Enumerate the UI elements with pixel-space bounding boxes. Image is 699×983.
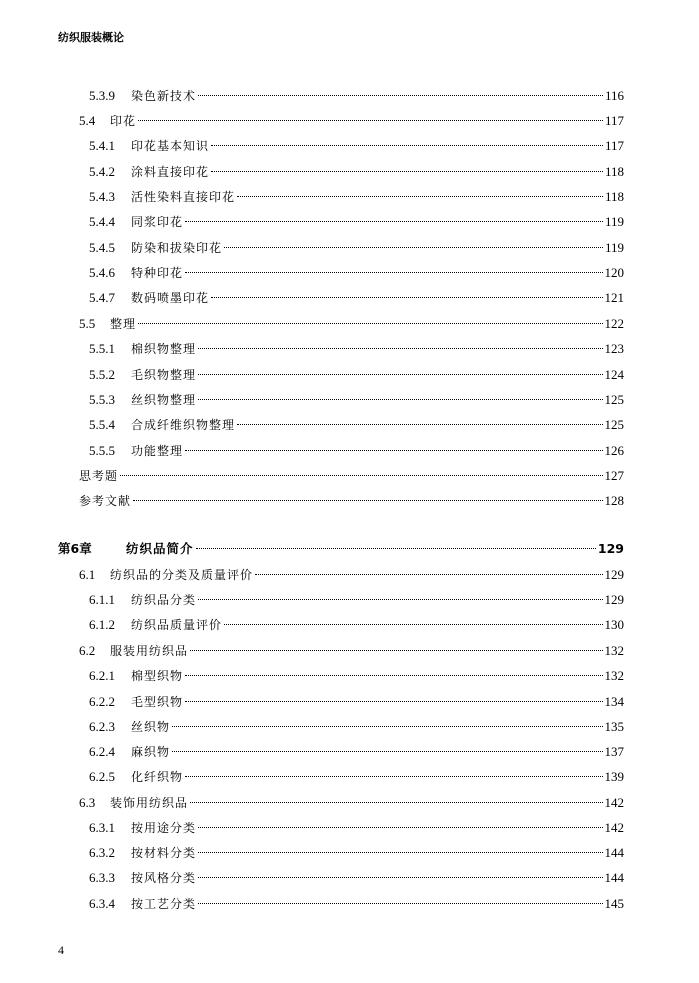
toc-entry-page: 127 [604,468,624,483]
toc-entry-page: 125 [604,392,624,407]
toc-entry[interactable] [58,538,624,560]
toc-entry-number: 5.4.4 [89,214,115,229]
toc-entry-page: 117 [604,138,624,153]
toc-entry-page: 120 [604,265,624,280]
toc-entry-number: 5.3.9 [89,88,115,103]
toc-entry-number: 6.3 [79,795,96,810]
toc-entry-number: 5.5.3 [89,392,115,407]
toc-entry-page: 137 [604,744,624,759]
dot-leader [255,574,602,575]
toc-entry[interactable] [89,766,624,788]
toc-entry[interactable] [89,665,624,687]
toc-entry-title: 丝织物 [131,720,171,734]
toc-entry-page: 142 [604,820,624,835]
toc-entry-page: 126 [604,443,624,458]
toc-entry-title: 数码喷墨印花 [131,291,210,305]
toc-entry-title: 棉型织物 [131,669,184,683]
toc-entry-title: 毛型织物 [131,695,184,709]
toc-entry-number: 5.4.1 [89,138,115,153]
toc-entry[interactable] [79,792,624,814]
toc-entry[interactable] [89,287,624,309]
toc-entry-page: 132 [604,668,624,683]
toc-entry-page: 142 [604,795,624,810]
toc-entry-title: 活性染料直接印花 [131,190,236,204]
dot-leader [172,751,602,752]
toc-entry-number: 6.2 [79,643,96,658]
toc-entry-number: 5.5.2 [89,367,115,382]
dot-leader [138,120,603,121]
dot-leader [211,145,603,146]
toc-entry-title: 防染和拔染印花 [131,241,223,255]
toc-entry[interactable] [89,817,624,839]
toc-entry-page: 129 [604,592,624,607]
toc-entry-title: 化纤织物 [131,770,184,784]
dot-leader [185,701,602,702]
toc-entry-title: 印花 [110,114,137,128]
toc-entry-number: 5.4.6 [89,265,115,280]
toc-entry-number: 6.1.1 [89,592,115,607]
toc-entry-page: 135 [604,719,624,734]
toc-entry-title: 按工艺分类 [131,897,197,911]
toc-entry-number: 6.3.1 [89,820,115,835]
toc-entry[interactable] [89,589,624,611]
toc-entry-number: 第6章 [58,541,92,556]
toc-entry-title: 麻织物 [131,745,171,759]
dot-leader [138,323,602,324]
dot-leader [133,500,602,501]
toc-entry[interactable] [89,161,624,183]
dot-leader [190,802,602,803]
toc-entry-page: 129 [604,567,624,582]
dot-leader [185,450,602,451]
toc-entry[interactable] [89,414,624,436]
toc-entry[interactable] [89,893,624,915]
toc-entry[interactable] [89,262,624,284]
toc-entry-page: 118 [604,164,624,179]
toc-entry-number: 5.5.1 [89,341,115,356]
toc-entry-title: 合成纤维织物整理 [131,418,236,432]
toc-entry[interactable] [79,640,624,662]
dot-leader [237,196,603,197]
toc-entry[interactable] [89,389,624,411]
toc-entry[interactable] [79,465,624,487]
toc-entry[interactable] [89,237,624,259]
toc-entry-page: 125 [604,417,624,432]
toc-entry-page: 134 [604,694,624,709]
toc-entry-title: 同浆印花 [131,215,184,229]
dot-leader [198,95,603,96]
toc-entry-title: 纺织品分类 [131,593,197,607]
toc-entry-page: 123 [604,341,624,356]
toc-entry[interactable] [89,440,624,462]
toc-entry-number: 5.4.5 [89,240,115,255]
toc-entry-title: 思考题 [79,469,119,483]
toc-entry-title: 特种印花 [131,266,184,280]
dot-leader [211,171,603,172]
toc-entry-title: 按风格分类 [131,871,197,885]
toc-entry[interactable] [79,110,624,132]
running-header: 纺织服装概论 [58,31,124,44]
dot-leader [224,247,603,248]
toc-entry-number: 6.3.4 [89,896,115,911]
dot-leader [120,475,602,476]
toc-entry-page: 129 [597,541,624,556]
toc-entry-title: 功能整理 [131,444,184,458]
dot-leader [185,776,602,777]
toc-entry-title: 按用途分类 [131,821,197,835]
dot-leader [198,374,602,375]
toc-entry-number: 5.5 [79,316,96,331]
toc-entry-number: 6.2.1 [89,668,115,683]
toc-entry-page: 145 [604,896,624,911]
toc-entry-number: 6.1.2 [89,617,115,632]
toc-entry[interactable] [89,364,624,386]
toc-entry-page: 132 [604,643,624,658]
dot-leader [172,726,602,727]
dot-leader [185,675,602,676]
toc-entry-number: 6.2.5 [89,769,115,784]
toc-entry-title: 参考文献 [79,494,132,508]
dot-leader [190,650,602,651]
toc-entry[interactable] [89,716,624,738]
toc-entry-page: 144 [604,845,624,860]
dot-leader [185,221,603,222]
toc-entry-title: 染色新技术 [131,89,197,103]
toc-entry-title: 涂料直接印花 [131,165,210,179]
toc-entry[interactable] [89,614,624,636]
toc-entry[interactable] [89,211,624,233]
toc-entry-title: 整理 [110,317,137,331]
toc-entry-page: 130 [604,617,624,632]
toc-entry-number: 6.3.2 [89,845,115,860]
dot-leader [198,903,602,904]
toc-entry-title: 纺织品质量评价 [131,618,223,632]
toc-entry-number: 6.2.4 [89,744,115,759]
dot-leader [198,348,602,349]
toc-entry-page: 144 [604,870,624,885]
toc-entry-page: 124 [604,367,624,382]
dot-leader [198,599,602,600]
toc-entry-page: 117 [604,113,624,128]
toc-entry-page: 121 [604,290,624,305]
dot-leader [198,827,602,828]
toc-entry-page: 119 [604,214,624,229]
toc-entry-title: 服装用纺织品 [110,644,189,658]
toc-entry-title: 纺织品简介 [126,541,194,556]
toc-entry-number: 5.4 [79,113,96,128]
toc-entry[interactable] [79,490,624,512]
toc-entry[interactable] [89,741,624,763]
toc-entry-number: 6.2.3 [89,719,115,734]
toc-entry-number: 6.3.3 [89,870,115,885]
toc-entry-title: 棉织物整理 [131,342,197,356]
dot-leader [198,399,602,400]
toc-entry[interactable] [79,313,624,335]
toc-entry-title: 丝织物整理 [131,393,197,407]
dot-leader [198,877,602,878]
toc-entry-page: 116 [604,88,624,103]
toc-entry-number: 5.4.3 [89,189,115,204]
dot-leader [211,297,602,298]
toc-entry[interactable] [79,564,624,586]
toc-entry[interactable] [89,867,624,889]
toc-entry-title: 纺织品的分类及质量评价 [110,568,254,582]
toc-entry-page: 118 [604,189,624,204]
toc-entry-page: 128 [604,493,624,508]
toc-entry-number: 5.4.2 [89,164,115,179]
toc-entry-title: 按材料分类 [131,846,197,860]
toc-entry[interactable] [89,338,624,360]
toc-entry[interactable] [89,842,624,864]
toc-entry[interactable] [89,186,624,208]
toc-entry-page: 139 [604,769,624,784]
toc-entry-number: 5.4.7 [89,290,115,305]
toc-entry-page: 119 [604,240,624,255]
toc-entry-number: 5.5.4 [89,417,115,432]
toc-entry-number: 5.5.5 [89,443,115,458]
toc-entry-title: 毛织物整理 [131,368,197,382]
dot-leader [185,272,602,273]
toc-entry[interactable] [89,85,624,107]
dot-leader [224,624,602,625]
toc-entry-title: 印花基本知识 [131,139,210,153]
dot-leader [237,424,602,425]
dot-leader [196,548,596,549]
toc-entry-title: 装饰用纺织品 [110,796,189,810]
page-number: 4 [58,943,64,957]
toc-entry[interactable] [89,691,624,713]
toc-entry-number: 6.2.2 [89,694,115,709]
toc-entry-page: 122 [604,316,624,331]
dot-leader [198,852,602,853]
toc-entry-number: 6.1 [79,567,96,582]
toc-entry[interactable] [89,135,624,157]
